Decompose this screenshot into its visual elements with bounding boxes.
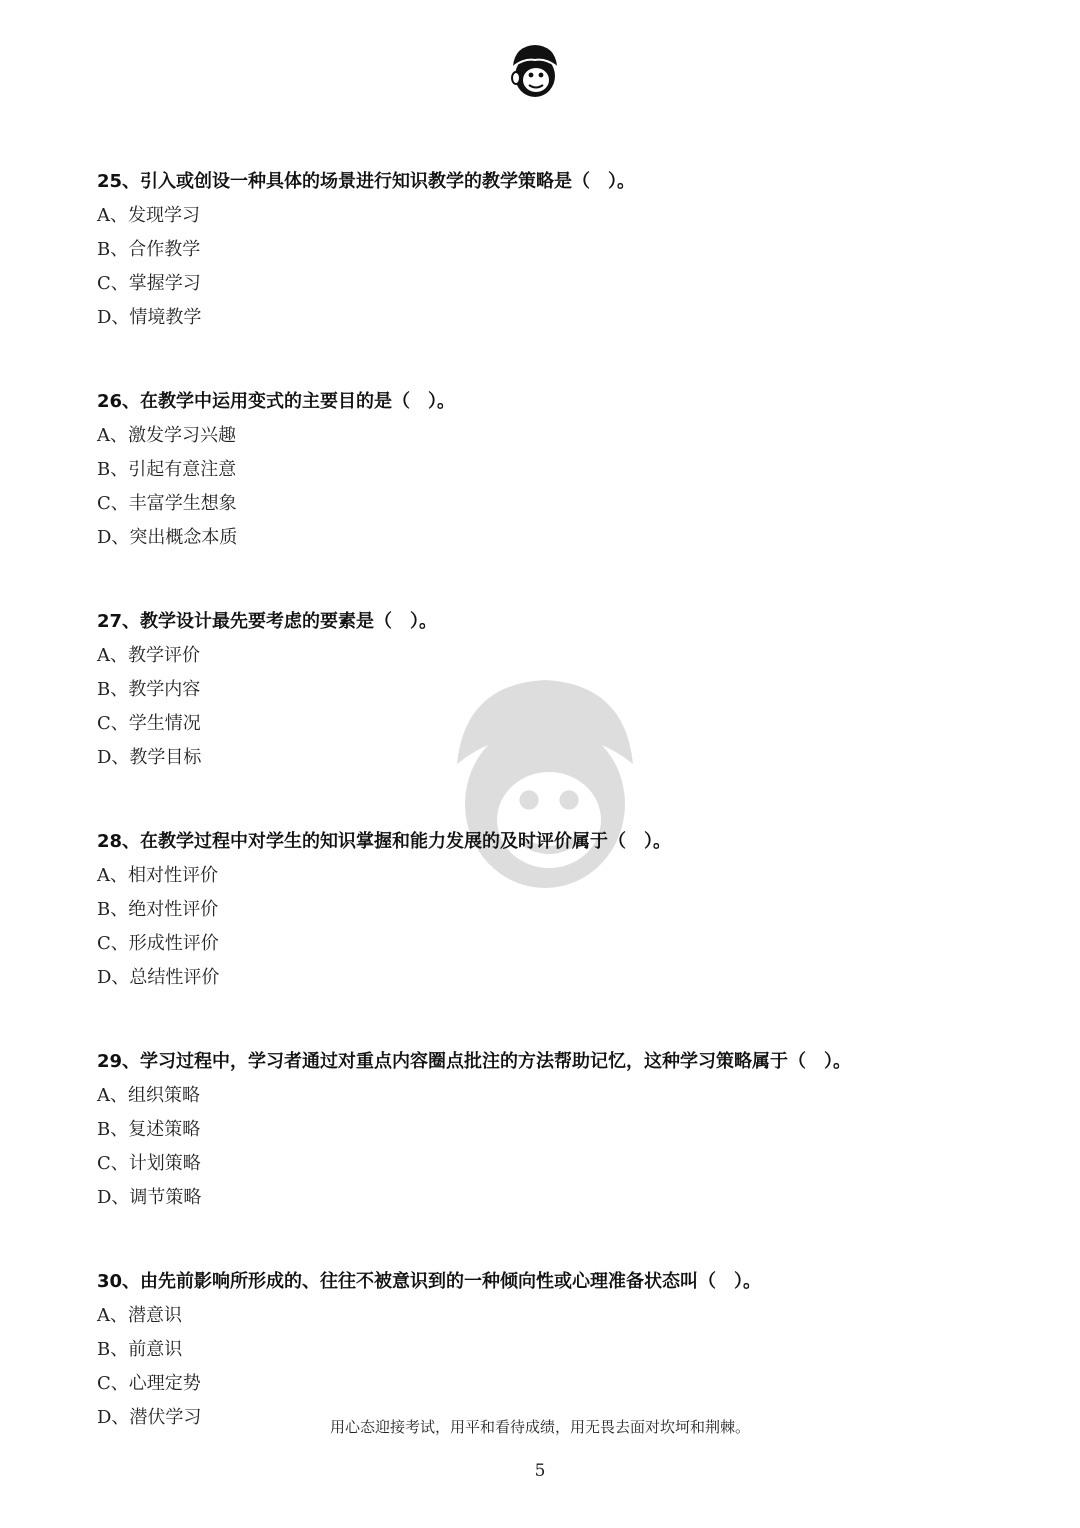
option-b: B、绝对性评价 [97,899,219,920]
option-b: B、教学内容 [97,679,201,700]
option-b: B、合作教学 [97,239,201,260]
option-d: D、调节策略 [97,1187,202,1208]
option-d: D、教学目标 [97,747,202,768]
option-a: A、组织策略 [97,1085,200,1106]
question-28 [97,825,997,995]
question-27 [97,605,997,775]
option-a: A、相对性评价 [97,865,218,886]
option-d: D、总结性评价 [97,967,220,988]
option-b: B、引起有意注意 [97,459,237,480]
question-title: 27、教学设计最先要考虑的要素是（ ）。 [97,611,438,632]
question-title: 25、引入或创设一种具体的场景进行知识教学的教学策略是（ ）。 [97,171,636,192]
option-b: B、前意识 [97,1339,183,1360]
question-title: 29、学习过程中，学习者通过对重点内容圈点批注的方法帮助记忆，这种学习策略属于（ ）。 [97,1051,852,1072]
option-c: C、心理定势 [97,1373,201,1394]
option-a: A、激发学习兴趣 [97,425,236,446]
question-title: 28、在教学过程中对学生的知识掌握和能力发展的及时评价属于（ ）。 [97,831,672,852]
option-a: A、潜意识 [97,1305,182,1326]
footer-quote: 用心态迎接考试，用平和看待成绩，用无畏去面对坎坷和荆棘。 [329,1418,750,1436]
option-b: B、复述策略 [97,1119,201,1140]
option-d: D、情境教学 [97,307,202,328]
option-a: A、教学评价 [97,645,200,666]
question-26 [97,385,997,555]
page-number: 5 [534,1461,546,1481]
question-30 [97,1265,997,1435]
option-c: C、学生情况 [97,713,201,734]
option-c: C、丰富学生想象 [97,493,237,514]
option-a: A、发现学习 [97,205,200,226]
option-c: C、掌握学习 [97,273,201,294]
question-title: 30、由先前影响所形成的、往往不被意识到的一种倾向性或心理准备状态叫（ ）。 [97,1271,762,1292]
question-29 [97,1045,997,1215]
monkey-mascot-icon [505,40,565,100]
option-d: D、突出概念本质 [97,527,238,548]
question-title: 26、在教学中运用变式的主要目的是（ ）。 [97,391,456,412]
option-c: C、形成性评价 [97,933,219,954]
question-25 [97,165,997,335]
option-c: C、计划策略 [97,1153,201,1174]
option-d: D、潜伏学习 [97,1407,202,1428]
question-list [97,165,997,1485]
